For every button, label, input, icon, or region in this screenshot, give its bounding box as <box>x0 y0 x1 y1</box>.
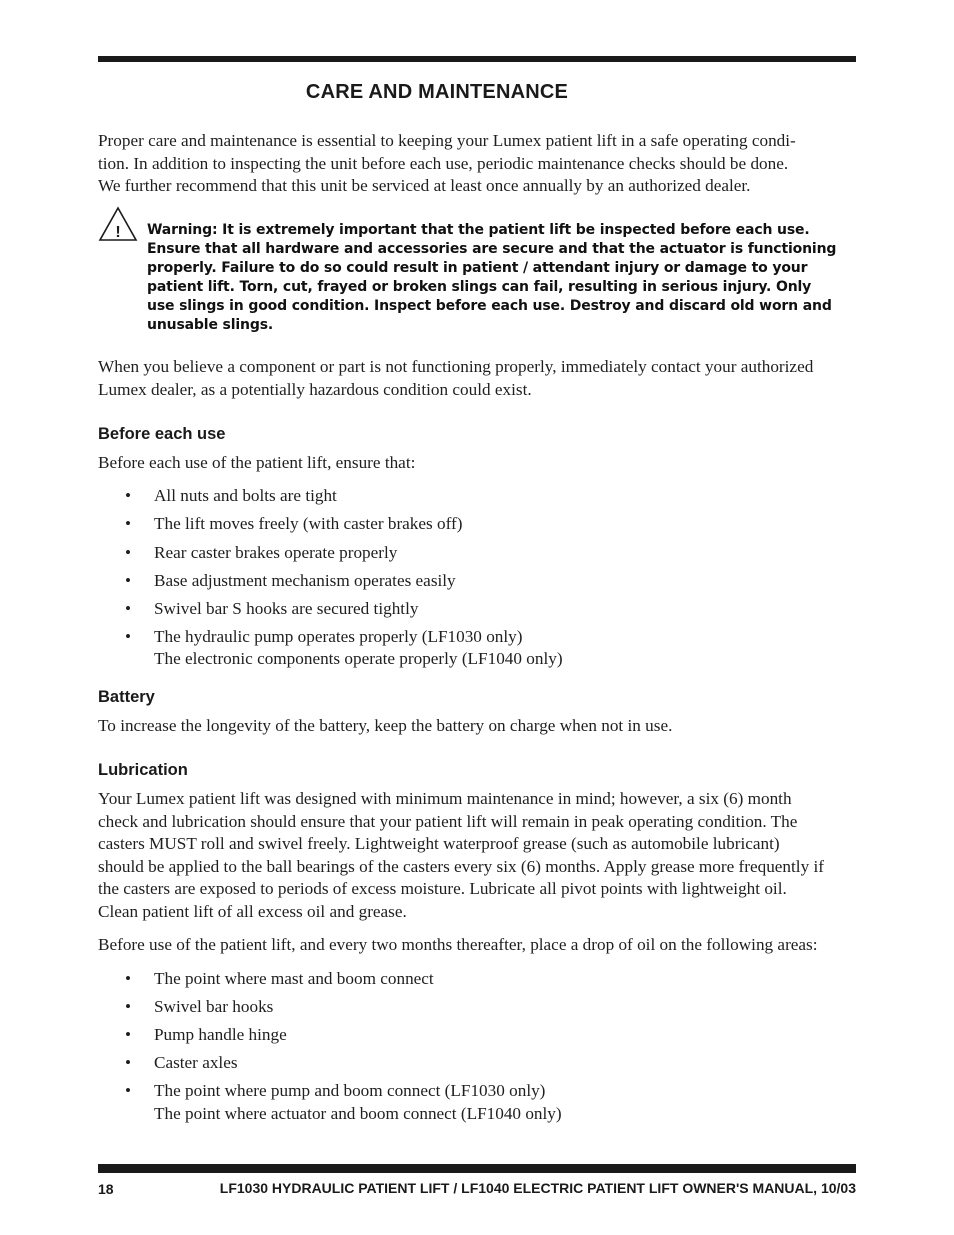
page-title: CARE AND MAINTENANCE <box>305 81 569 103</box>
warning-text <box>147 221 859 335</box>
warning-line: properly. Failure to do so could result in patient / attendant injury or damage to your <box>147 260 808 276</box>
list-item-text: The point where actuator and boom connect (LF1040 only) <box>154 1104 562 1123</box>
warning-line: Ensure that all hardware and accessories are secure and that the actuator is functioning <box>147 241 837 257</box>
intro-line: tion. In addition to inspecting the unit before each use, periodic maintenance checks should be done. <box>98 153 789 173</box>
intro-paragraph <box>98 130 856 198</box>
bullet-icon: • <box>125 599 132 618</box>
top-rule <box>98 56 856 62</box>
before-each-use-intro: Before each use of the patient lift, ensure that: <box>98 453 416 472</box>
list-item-text: The point where pump and boom connect (LF1030 only) <box>154 1081 546 1100</box>
before-each-use-heading: Before each use <box>98 425 226 443</box>
intro-line: We further recommend that this unit be serviced at least once annually by an authorized dealer. <box>98 176 751 195</box>
bullet-icon: • <box>125 627 132 646</box>
list-item-text: The lift moves freely (with caster brakes off) <box>154 514 463 533</box>
list-item-text: Pump handle hinge <box>154 1025 287 1044</box>
bottom-rule <box>98 1164 856 1173</box>
contact-line: Lumex dealer, as a potentially hazardous condition could exist. <box>98 379 532 399</box>
bullet-icon: • <box>125 1053 132 1072</box>
lubrication-line: the casters are exposed to periods of excess moisture. Lubricate all pivot points with lightweight oil. <box>98 879 787 898</box>
list-item-text: Swivel bar hooks <box>154 997 274 1016</box>
lubrication-paragraph <box>98 788 856 923</box>
warning-line: use slings in good condition. Inspect before each use. Destroy and discard old worn and <box>147 298 832 314</box>
list-item-text: Caster axles <box>154 1053 238 1072</box>
bullet-icon: • <box>125 486 132 505</box>
lubrication-intro: Before use of the patient lift, and every two months thereafter, place a drop of oil on the following areas: <box>98 935 818 954</box>
bullet-icon: • <box>125 514 132 533</box>
list-item-text: All nuts and bolts are tight <box>154 486 337 505</box>
footer-manual-title: LF1030 HYDRAULIC PATIENT LIFT / LF1040 ELECTRIC PATIENT LIFT OWNER'S MANUAL, 10/03 <box>219 1180 856 1196</box>
warning-glyph: ! <box>115 224 121 241</box>
bullet-icon: • <box>125 997 132 1016</box>
list-item-text: Swivel bar S hooks are secured tightly <box>154 599 419 618</box>
list-item-text: Base adjustment mechanism operates easily <box>154 571 456 590</box>
battery-heading: Battery <box>98 688 155 706</box>
lubrication-line: check and lubrication should ensure that your patient lift will remain in peak operating condition. The <box>98 811 798 831</box>
warning-line: Warning: It is extremely important that the patient lift be inspected before each use. <box>147 222 810 238</box>
bullet-icon: • <box>125 543 132 562</box>
contact-line: When you believe a component or part is not functioning properly, immediately contact your authorized <box>98 357 814 376</box>
bullet-icon: • <box>125 969 132 988</box>
page-number: 18 <box>98 1181 114 1197</box>
bullet-icon: • <box>125 1081 132 1100</box>
contact-paragraph <box>98 356 856 401</box>
lubrication-heading: Lubrication <box>98 761 188 779</box>
lubrication-line: casters MUST roll and swivel freely. Lightweight waterproof grease (such as automobile lubricant) <box>98 834 780 853</box>
battery-text: To increase the longevity of the battery, keep the battery on charge when not in use. <box>98 716 673 735</box>
list-item-text: Rear caster brakes operate properly <box>154 543 398 562</box>
bullet-icon: • <box>125 571 132 590</box>
list-item-text: The electronic components operate properly (LF1040 only) <box>154 649 563 668</box>
bullet-icon: • <box>125 1025 132 1044</box>
lubrication-line: Your Lumex patient lift was designed with minimum maintenance in mind; however, a six (6) month <box>98 789 792 808</box>
warning-triangle-icon <box>98 206 138 242</box>
lubrication-line: should be applied to the ball bearings of the casters every six (6) months. Apply grease more frequently if <box>98 856 824 876</box>
warning-line: unusable slings. <box>147 317 274 333</box>
list-item-text: The point where mast and boom connect <box>154 969 434 988</box>
warning-line: patient lift. Torn, cut, frayed or broken slings can fail, resulting in serious injury. Only <box>147 279 812 295</box>
intro-line: Proper care and maintenance is essential to keeping your Lumex patient lift in a safe operating condi- <box>98 131 796 150</box>
lubrication-line: Clean patient lift of all excess oil and grease. <box>98 901 407 921</box>
list-item-text: The hydraulic pump operates properly (LF1030 only) <box>154 627 523 646</box>
